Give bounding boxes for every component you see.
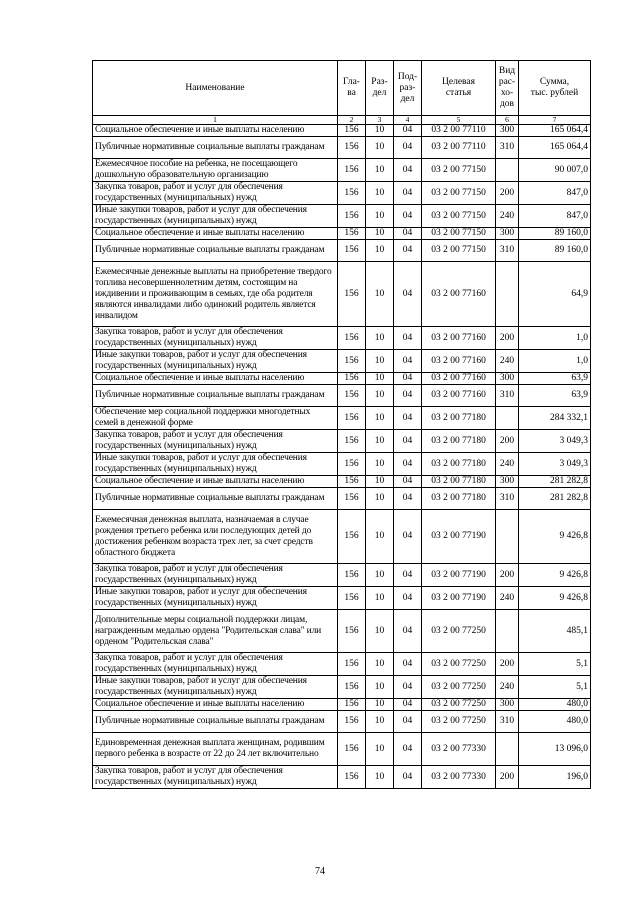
cell-summa: 5,1 (519, 653, 591, 676)
cell-statya: 03 2 00 77180 (422, 488, 496, 510)
table-row (93, 653, 591, 676)
cell-glava: 156 (338, 564, 366, 587)
cell-statya: 03 2 00 77250 (422, 610, 496, 653)
cell-vid (496, 510, 519, 564)
table-row (93, 240, 591, 262)
cell-glava: 156 (338, 653, 366, 676)
cell-podrazdel: 04 (394, 228, 422, 240)
cell-razdel: 10 (366, 327, 394, 350)
cell-razdel: 10 (366, 676, 394, 699)
cell-statya: 03 2 00 77160 (422, 385, 496, 407)
cell-name: Публичные нормативные социальные выплаты гражданам (93, 488, 338, 510)
cell-summa: 9 426,8 (519, 510, 591, 564)
cell-razdel: 10 (366, 733, 394, 766)
table-row (93, 373, 591, 385)
cell-razdel: 10 (366, 385, 394, 407)
cell-name: Публичные нормативные социальные выплаты гражданам (93, 240, 338, 262)
cell-podrazdel: 04 (394, 699, 422, 711)
page-number: 74 (315, 866, 325, 877)
header-podrazdel: Под- раз- дел (394, 61, 422, 116)
cell-summa: 3 049,3 (519, 453, 591, 476)
header-statya: Целевая статья (422, 61, 496, 116)
cell-vid: 240 (496, 205, 519, 228)
cell-razdel: 10 (366, 125, 394, 137)
table-row (93, 587, 591, 610)
cell-vid: 300 (496, 125, 519, 137)
cell-statya: 03 2 00 77150 (422, 182, 496, 205)
cell-statya: 03 2 00 77330 (422, 733, 496, 766)
table-row (93, 564, 591, 587)
cell-name: Социальное обеспечение и иные выплаты населению (93, 228, 338, 240)
cell-name: Обеспечение мер социальной поддержки многодетных семей в денежной форме (93, 407, 338, 430)
table-row (93, 711, 591, 733)
cell-name: Закупка товаров, работ и услуг для обеспечения государственных (муниципальных) нужд (93, 430, 338, 453)
column-number-row (93, 116, 591, 125)
cell-podrazdel: 04 (394, 137, 422, 159)
cell-vid: 300 (496, 476, 519, 488)
cell-name: Иные закупки товаров, работ и услуг для обеспечения государственных (муниципальных) нужд (93, 676, 338, 699)
header-glava: Гла- ва (338, 61, 366, 116)
cell-glava: 156 (338, 350, 366, 373)
cell-podrazdel: 04 (394, 510, 422, 564)
cell-podrazdel: 04 (394, 476, 422, 488)
cell-razdel: 10 (366, 564, 394, 587)
cell-summa: 165 064,4 (519, 137, 591, 159)
cell-summa: 89 160,0 (519, 240, 591, 262)
cell-vid: 200 (496, 327, 519, 350)
cell-glava: 156 (338, 327, 366, 350)
cell-glava: 156 (338, 262, 366, 327)
cell-podrazdel: 04 (394, 653, 422, 676)
table-row (93, 262, 591, 327)
cell-summa: 480,0 (519, 711, 591, 733)
cell-razdel: 10 (366, 766, 394, 789)
cell-glava: 156 (338, 510, 366, 564)
table-row (93, 610, 591, 653)
cell-statya: 03 2 00 77110 (422, 125, 496, 137)
table-row (93, 159, 591, 182)
cell-name: Закупка товаров, работ и услуг для обеспечения государственных (муниципальных) нужд (93, 564, 338, 587)
header-summa: Сумма, тыс. рублей (519, 61, 591, 116)
cell-razdel: 10 (366, 476, 394, 488)
cell-statya: 03 2 00 77190 (422, 510, 496, 564)
cell-name: Социальное обеспечение и иные выплаты населению (93, 373, 338, 385)
table-row (93, 733, 591, 766)
cell-glava: 156 (338, 453, 366, 476)
cell-vid: 310 (496, 240, 519, 262)
cell-statya: 03 2 00 77160 (422, 262, 496, 327)
cell-name: Закупка товаров, работ и услуг для обеспечения государственных (муниципальных) нужд (93, 182, 338, 205)
table-row (93, 327, 591, 350)
cell-glava: 156 (338, 182, 366, 205)
table-row (93, 676, 591, 699)
cell-summa: 64,9 (519, 262, 591, 327)
cell-vid: 300 (496, 373, 519, 385)
budget-table (92, 60, 591, 789)
cell-razdel: 10 (366, 182, 394, 205)
cell-statya: 03 2 00 77150 (422, 228, 496, 240)
cell-summa: 1,0 (519, 327, 591, 350)
cell-vid: 200 (496, 182, 519, 205)
cell-podrazdel: 04 (394, 676, 422, 699)
cell-vid (496, 733, 519, 766)
cell-summa: 63,9 (519, 373, 591, 385)
cell-podrazdel: 04 (394, 240, 422, 262)
cell-name: Закупка товаров, работ и услуг для обеспечения государственных (муниципальных) нужд (93, 327, 338, 350)
cell-podrazdel: 04 (394, 125, 422, 137)
cell-razdel: 10 (366, 510, 394, 564)
cell-razdel: 10 (366, 159, 394, 182)
cell-podrazdel: 04 (394, 407, 422, 430)
cell-vid: 240 (496, 676, 519, 699)
cell-name: Социальное обеспечение и иные выплаты населению (93, 476, 338, 488)
cell-razdel: 10 (366, 653, 394, 676)
cell-statya: 03 2 00 77330 (422, 766, 496, 789)
cell-name: Закупка товаров, работ и услуг для обеспечения государственных (муниципальных) нужд (93, 766, 338, 789)
cell-podrazdel: 04 (394, 350, 422, 373)
header-name: Наименование (93, 61, 338, 116)
cell-statya: 03 2 00 77250 (422, 711, 496, 733)
cell-podrazdel: 04 (394, 262, 422, 327)
cell-summa: 3 049,3 (519, 430, 591, 453)
cell-name: Публичные нормативные социальные выплаты гражданам (93, 137, 338, 159)
cell-statya: 03 2 00 77250 (422, 653, 496, 676)
cell-glava: 156 (338, 430, 366, 453)
table-row (93, 453, 591, 476)
column-number: 4 (394, 116, 422, 125)
cell-razdel: 10 (366, 610, 394, 653)
table-row (93, 766, 591, 789)
cell-razdel: 10 (366, 262, 394, 327)
cell-glava: 156 (338, 228, 366, 240)
cell-vid (496, 159, 519, 182)
cell-razdel: 10 (366, 407, 394, 430)
cell-podrazdel: 04 (394, 373, 422, 385)
cell-podrazdel: 04 (394, 711, 422, 733)
cell-glava: 156 (338, 205, 366, 228)
cell-glava: 156 (338, 373, 366, 385)
table-row (93, 407, 591, 430)
cell-summa: 165 064,4 (519, 125, 591, 137)
table-row (93, 476, 591, 488)
table-row (93, 699, 591, 711)
cell-glava: 156 (338, 733, 366, 766)
cell-summa: 284 332,1 (519, 407, 591, 430)
cell-vid: 200 (496, 430, 519, 453)
cell-statya: 03 2 00 77190 (422, 564, 496, 587)
cell-podrazdel: 04 (394, 587, 422, 610)
cell-statya: 03 2 00 77160 (422, 373, 496, 385)
cell-statya: 03 2 00 77160 (422, 327, 496, 350)
column-number: 5 (422, 116, 496, 125)
table-row (93, 385, 591, 407)
cell-summa: 13 096,0 (519, 733, 591, 766)
cell-vid: 240 (496, 350, 519, 373)
cell-razdel: 10 (366, 350, 394, 373)
cell-summa: 485,1 (519, 610, 591, 653)
cell-razdel: 10 (366, 587, 394, 610)
cell-vid: 200 (496, 653, 519, 676)
cell-summa: 480,0 (519, 699, 591, 711)
cell-summa: 281 282,8 (519, 488, 591, 510)
cell-name: Иные закупки товаров, работ и услуг для обеспечения государственных (муниципальных) нужд (93, 350, 338, 373)
cell-statya: 03 2 00 77180 (422, 453, 496, 476)
cell-name: Публичные нормативные социальные выплаты гражданам (93, 711, 338, 733)
cell-vid: 200 (496, 766, 519, 789)
cell-name: Ежемесячная денежная выплата, назначаемая в случае рождения третьего ребенка или последующих детей до достижения ребенком возраста трех лет, за счет средств областного бюджета (93, 510, 338, 564)
cell-name: Единовременная денежная выплата женщинам, родившим первого ребенка в возрасте от 22 до 24 лет включительно (93, 733, 338, 766)
cell-glava: 156 (338, 676, 366, 699)
cell-glava: 156 (338, 587, 366, 610)
header-razdel: Раз- дел (366, 61, 394, 116)
cell-vid (496, 610, 519, 653)
cell-statya: 03 2 00 77180 (422, 407, 496, 430)
column-number: 1 (93, 116, 338, 125)
table-row (93, 125, 591, 137)
cell-razdel: 10 (366, 240, 394, 262)
cell-podrazdel: 04 (394, 610, 422, 653)
cell-summa: 281 282,8 (519, 476, 591, 488)
cell-podrazdel: 04 (394, 733, 422, 766)
cell-statya: 03 2 00 77150 (422, 159, 496, 182)
cell-vid: 310 (496, 488, 519, 510)
cell-statya: 03 2 00 77150 (422, 240, 496, 262)
cell-summa: 847,0 (519, 182, 591, 205)
table-row (93, 205, 591, 228)
cell-name: Ежемесячные денежные выплаты на приобретение твердого топлива несовершеннолетним детям, состоящим на иждивении и проживающим в семьях, где оба родителя являются инвалидами либо одинокий родитель является инвалидом (93, 262, 338, 327)
cell-statya: 03 2 00 77160 (422, 350, 496, 373)
table-row (93, 137, 591, 159)
column-number: 3 (366, 116, 394, 125)
table-row (93, 488, 591, 510)
cell-vid (496, 262, 519, 327)
cell-podrazdel: 04 (394, 766, 422, 789)
cell-razdel: 10 (366, 453, 394, 476)
table-row (93, 228, 591, 240)
cell-summa: 1,0 (519, 350, 591, 373)
cell-glava: 156 (338, 125, 366, 137)
cell-razdel: 10 (366, 699, 394, 711)
cell-name: Иные закупки товаров, работ и услуг для обеспечения государственных (муниципальных) нужд (93, 205, 338, 228)
cell-glava: 156 (338, 699, 366, 711)
cell-podrazdel: 04 (394, 205, 422, 228)
cell-name: Закупка товаров, работ и услуг для обеспечения государственных (муниципальных) нужд (93, 653, 338, 676)
table-body (93, 125, 591, 789)
cell-glava: 156 (338, 711, 366, 733)
cell-vid: 240 (496, 453, 519, 476)
cell-glava: 156 (338, 476, 366, 488)
cell-summa: 90 007,0 (519, 159, 591, 182)
cell-name: Иные закупки товаров, работ и услуг для обеспечения государственных (муниципальных) нужд (93, 453, 338, 476)
cell-glava: 156 (338, 385, 366, 407)
cell-vid: 300 (496, 699, 519, 711)
cell-summa: 5,1 (519, 676, 591, 699)
table-row (93, 350, 591, 373)
cell-glava: 156 (338, 137, 366, 159)
cell-summa: 196,0 (519, 766, 591, 789)
column-number: 2 (338, 116, 366, 125)
cell-statya: 03 2 00 77150 (422, 205, 496, 228)
cell-vid: 310 (496, 137, 519, 159)
cell-podrazdel: 04 (394, 453, 422, 476)
table-row (93, 182, 591, 205)
cell-statya: 03 2 00 77250 (422, 699, 496, 711)
column-number: 6 (496, 116, 519, 125)
cell-podrazdel: 04 (394, 430, 422, 453)
cell-vid: 200 (496, 564, 519, 587)
cell-podrazdel: 04 (394, 385, 422, 407)
cell-name: Социальное обеспечение и иные выплаты населению (93, 699, 338, 711)
cell-podrazdel: 04 (394, 488, 422, 510)
cell-summa: 89 160,0 (519, 228, 591, 240)
cell-razdel: 10 (366, 228, 394, 240)
cell-name: Ежемесячное пособие на ребенка, не посещающего дошкольную образовательную организацию (93, 159, 338, 182)
cell-statya: 03 2 00 77110 (422, 137, 496, 159)
cell-glava: 156 (338, 407, 366, 430)
table-row (93, 430, 591, 453)
cell-razdel: 10 (366, 205, 394, 228)
cell-podrazdel: 04 (394, 159, 422, 182)
cell-summa: 9 426,8 (519, 587, 591, 610)
cell-statya: 03 2 00 77250 (422, 676, 496, 699)
cell-razdel: 10 (366, 488, 394, 510)
cell-name: Социальное обеспечение и иные выплаты населению (93, 125, 338, 137)
cell-glava: 156 (338, 488, 366, 510)
cell-summa: 63,9 (519, 385, 591, 407)
cell-summa: 847,0 (519, 205, 591, 228)
cell-podrazdel: 04 (394, 182, 422, 205)
cell-podrazdel: 04 (394, 327, 422, 350)
cell-podrazdel: 04 (394, 564, 422, 587)
cell-glava: 156 (338, 240, 366, 262)
cell-vid: 310 (496, 385, 519, 407)
cell-statya: 03 2 00 77180 (422, 430, 496, 453)
cell-vid: 240 (496, 587, 519, 610)
cell-name: Дополнительные меры социальной поддержки лицам, награжденным медалью ордена "Родительская слава" или орденом "Родительская слава" (93, 610, 338, 653)
cell-vid: 300 (496, 228, 519, 240)
cell-razdel: 10 (366, 711, 394, 733)
cell-name: Иные закупки товаров, работ и услуг для обеспечения государственных (муниципальных) нужд (93, 587, 338, 610)
cell-razdel: 10 (366, 373, 394, 385)
cell-glava: 156 (338, 159, 366, 182)
cell-vid: 310 (496, 711, 519, 733)
cell-glava: 156 (338, 610, 366, 653)
cell-razdel: 10 (366, 137, 394, 159)
cell-statya: 03 2 00 77180 (422, 476, 496, 488)
cell-statya: 03 2 00 77190 (422, 587, 496, 610)
header-row (93, 61, 591, 116)
table-row (93, 510, 591, 564)
column-number: 7 (519, 116, 591, 125)
cell-vid (496, 407, 519, 430)
cell-razdel: 10 (366, 430, 394, 453)
cell-summa: 9 426,8 (519, 564, 591, 587)
header-vid: Вид рас- хо- дов (496, 61, 519, 116)
cell-glava: 156 (338, 766, 366, 789)
cell-name: Публичные нормативные социальные выплаты гражданам (93, 385, 338, 407)
